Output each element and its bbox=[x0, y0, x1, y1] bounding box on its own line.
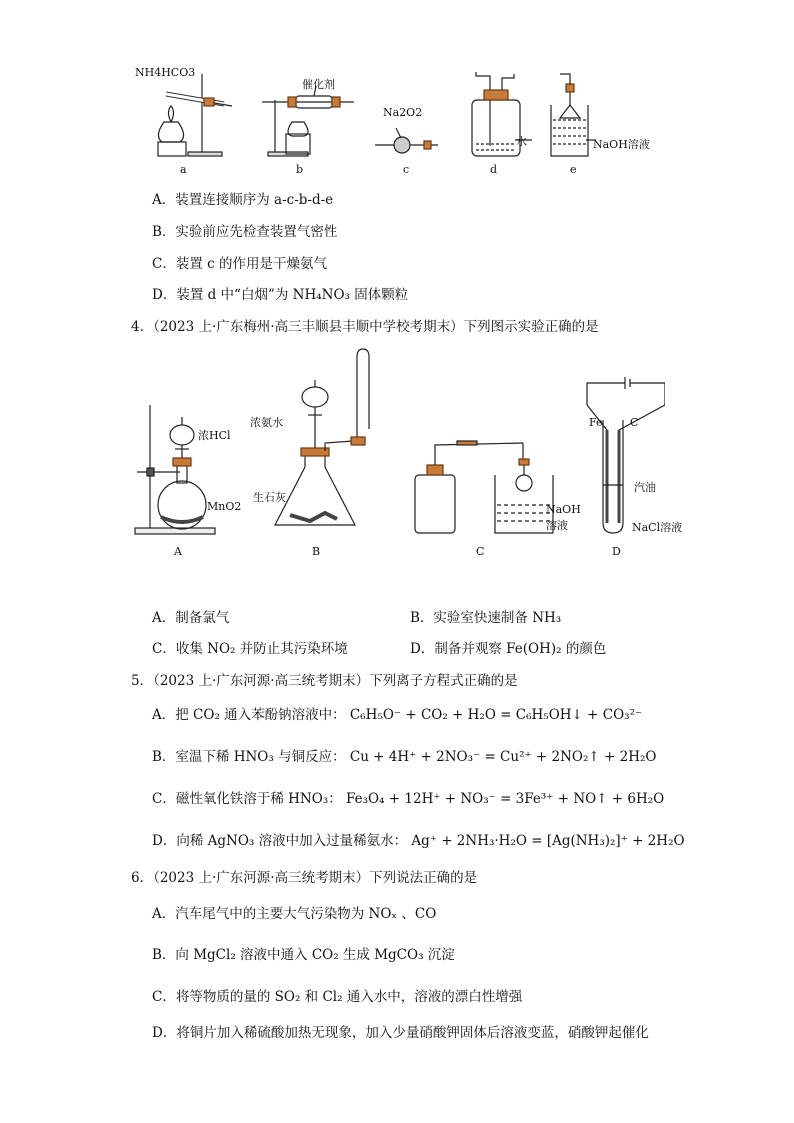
question-text: 下列说法正确的是 bbox=[369, 870, 478, 886]
caption-c: c bbox=[403, 163, 410, 176]
question-source: （2023 上·广东河源·高三统考期末） bbox=[153, 673, 370, 689]
question-number: 4． bbox=[131, 319, 154, 335]
q5-option-d[interactable]: D．向稀 AgNO₃ 溶液中加入过量稀氨水： Ag⁺ + 2NH₃·H₂O = [Ag(NH₃)₂]⁺ + 2H₂O bbox=[152, 833, 685, 849]
q4-option-b[interactable]: B．实验室快速制备 NH₃ bbox=[410, 610, 562, 626]
question-source: （2023 上·广东梅州·高三丰顺县丰顺中学校考期末） bbox=[153, 319, 464, 335]
label-fe: Fe bbox=[589, 416, 603, 429]
q5-option-c[interactable]: C．磁性氧化铁溶于稀 HNO₃： Fe₃O₄ + 12H⁺ + NO₃⁻ = 3Fe³⁺ + NO↑ + 6H₂O bbox=[152, 791, 665, 807]
label-water: 水 bbox=[516, 135, 527, 148]
q5-stem bbox=[131, 672, 518, 690]
caption-C: C bbox=[476, 545, 485, 558]
q3-option-b[interactable]: B．实验前应先检查装置气密性 bbox=[152, 224, 338, 240]
q4-option-c[interactable]: C．收集 NO₂ 并防止其污染环境 bbox=[152, 641, 348, 657]
label-quicklime: 生石灰 bbox=[253, 491, 286, 504]
q4-option-a[interactable]: A．制备氯气 bbox=[152, 610, 230, 626]
caption-A: A bbox=[174, 545, 182, 558]
q3-option-d[interactable]: D．装置 d 中“白烟”为 NH₄NO₃ 固体颗粒 bbox=[152, 287, 409, 303]
q6-option-d[interactable]: D．将铜片加入稀硫酸加热无现象，加入少量硝酸钾固体后溶液变蓝，硝酸钾起催化 bbox=[152, 1025, 649, 1041]
q6-option-b[interactable]: B．向 MgCl₂ 溶液中通入 CO₂ 生成 MgCO₃ 沉淀 bbox=[152, 947, 455, 963]
q3-option-a[interactable]: A．装置连接顺序为 a-c-b-d-e bbox=[152, 192, 334, 208]
q4-stem bbox=[131, 318, 599, 336]
label-mno2: MnO2 bbox=[207, 500, 242, 513]
label-naoh-solution: NaOH溶液 bbox=[593, 138, 650, 151]
caption-a: a bbox=[180, 163, 187, 176]
question-source: （2023 上·广东河源·高三统考期末） bbox=[153, 870, 370, 886]
question-text: 下列离子方程式正确的是 bbox=[369, 673, 518, 689]
label-c-electrode: C bbox=[630, 416, 639, 429]
q6-option-a[interactable]: A．汽车尾气中的主要大气污染物为 NOₓ 、CO bbox=[152, 906, 437, 922]
q3-apparatus-figure bbox=[120, 60, 680, 180]
q4-apparatus-figure bbox=[125, 345, 665, 545]
caption-d: d bbox=[490, 163, 498, 176]
q3-option-c[interactable]: C．装置 c 的作用是干燥氨气 bbox=[152, 256, 327, 272]
q6-option-c[interactable]: C．将等物质的量的 SO₂ 和 Cl₂ 通入水中，溶液的漂白性增强 bbox=[152, 989, 523, 1005]
q4-option-d[interactable]: D．制备并观察 Fe(OH)₂ 的颜色 bbox=[410, 641, 607, 657]
caption-b: b bbox=[296, 163, 304, 176]
label-solution: 溶液 bbox=[546, 519, 568, 532]
label-na2o2: Na2O2 bbox=[383, 106, 423, 119]
question-number: 6． bbox=[131, 870, 154, 886]
label-nh4hco3: NH4HCO3 bbox=[135, 66, 196, 79]
label-naoh: NaOH bbox=[546, 503, 581, 516]
label-gasoline: 汽油 bbox=[634, 481, 656, 494]
label-conc-hcl: 浓HCl bbox=[198, 429, 231, 442]
label-conc-ammonia: 浓氨水 bbox=[250, 416, 283, 429]
caption-e: e bbox=[570, 163, 577, 176]
caption-D: D bbox=[612, 545, 621, 558]
q6-stem bbox=[131, 869, 477, 887]
question-text: 下列图示实验正确的是 bbox=[463, 319, 599, 335]
label-nacl: NaCl溶液 bbox=[632, 521, 683, 534]
caption-B: B bbox=[312, 545, 321, 558]
q5-option-a[interactable]: A．把 CO₂ 通入苯酚钠溶液中： C₆H₅O⁻ + CO₂ + H₂O = C₆H₅OH↓ + CO₃²⁻ bbox=[152, 707, 643, 723]
q5-option-b[interactable]: B．室温下稀 HNO₃ 与铜反应： Cu + 4H⁺ + 2NO₃⁻ = Cu²⁺ + 2NO₂↑ + 2H₂O bbox=[152, 749, 657, 765]
label-catalyst: 催化剂 bbox=[302, 78, 335, 91]
question-number: 5． bbox=[131, 673, 154, 689]
